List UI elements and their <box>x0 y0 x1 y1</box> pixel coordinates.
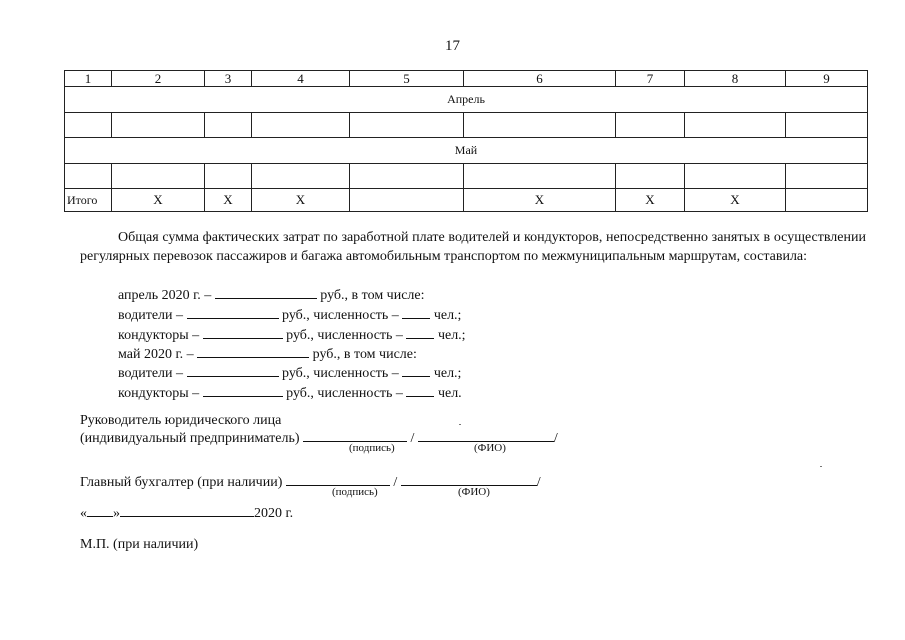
column-header: 2 <box>112 71 205 87</box>
may-conductors-line <box>118 383 462 402</box>
persons-label: чел.; <box>433 366 462 381</box>
table-cell: X <box>112 189 205 212</box>
may-label: май 2020 г. – <box>118 347 194 362</box>
rub-count-label: руб., численность – <box>286 328 403 343</box>
accountant-signature-blank[interactable] <box>286 472 390 486</box>
table-row <box>65 113 868 138</box>
column-header: 6 <box>464 71 616 87</box>
table-cell <box>252 164 350 189</box>
table-cell <box>464 113 616 138</box>
may-drivers-line <box>118 363 461 382</box>
scan-speck <box>459 424 461 425</box>
rub-count-label: руб., численность – <box>282 308 399 323</box>
table-cell <box>205 113 252 138</box>
total-label: Итого <box>65 189 112 212</box>
may-suffix: руб., в том числе: <box>312 347 417 362</box>
accountant-name-blank[interactable] <box>401 472 537 486</box>
slash: / <box>410 431 415 446</box>
drivers-label: водители – <box>118 366 184 381</box>
stamp-label: М.П. (при наличии) <box>80 537 199 552</box>
rub-count-label: руб., численность – <box>286 386 403 401</box>
form-table <box>64 70 868 212</box>
drivers-count-blank[interactable] <box>402 363 430 377</box>
table-cell: X <box>252 189 350 212</box>
conductors-count-blank[interactable] <box>406 325 434 339</box>
april-amount-blank[interactable] <box>215 285 317 299</box>
table-cell <box>350 164 464 189</box>
head-signature-blank[interactable] <box>303 428 407 442</box>
may-total-line <box>118 344 417 363</box>
table-cell: X <box>685 189 786 212</box>
april-drivers-line <box>118 305 461 324</box>
month-label-april: Апрель <box>65 87 868 113</box>
table-cell <box>786 189 868 212</box>
may-amount-blank[interactable] <box>197 344 309 358</box>
head-title: Руководитель юридического лица <box>80 413 282 428</box>
column-header: 5 <box>350 71 464 87</box>
table-cell <box>112 164 205 189</box>
drivers-amount-blank[interactable] <box>187 305 279 319</box>
table-cell <box>205 164 252 189</box>
signature-caption: (подпись) <box>349 442 395 454</box>
column-header: 8 <box>685 71 786 87</box>
cost-paragraph: Общая сумма фактических затрат по заработной плате водителей и кондукторов, непосредственно занятых в осуществлении регулярных перевозок пассажиров и багажа автомобильным транспортом по межмуниципальным маршрутам, составила: <box>80 230 866 264</box>
april-label: апрель 2020 г. – <box>118 288 212 303</box>
drivers-amount-blank[interactable] <box>187 363 279 377</box>
conductors-amount-blank[interactable] <box>203 325 283 339</box>
table-header-row <box>65 71 868 87</box>
persons-label: чел.; <box>433 308 462 323</box>
persons-label: чел.; <box>437 328 466 343</box>
year-label: 2020 г. <box>254 506 294 521</box>
table-row-may <box>65 138 868 164</box>
page-number: 17 <box>445 38 460 54</box>
column-header: 7 <box>616 71 685 87</box>
table-cell <box>786 164 868 189</box>
table-row-april <box>65 87 868 113</box>
table-cell <box>65 164 112 189</box>
date-line <box>80 503 293 522</box>
drivers-count-blank[interactable] <box>402 305 430 319</box>
table-cell <box>616 113 685 138</box>
april-suffix: руб., в том числе: <box>320 288 425 303</box>
table-cell: X <box>616 189 685 212</box>
column-header: 1 <box>65 71 112 87</box>
month-blank[interactable] <box>120 503 254 517</box>
conductors-count-blank[interactable] <box>406 383 434 397</box>
slash: / <box>393 475 398 490</box>
conductors-amount-blank[interactable] <box>203 383 283 397</box>
table-row <box>65 164 868 189</box>
april-conductors-line <box>118 325 466 344</box>
column-header: 4 <box>252 71 350 87</box>
persons-label: чел. <box>437 386 462 401</box>
quote-close: » <box>113 506 120 521</box>
rub-count-label: руб., численность – <box>282 366 399 381</box>
slash: / <box>553 431 558 446</box>
conductors-label: кондукторы – <box>118 386 200 401</box>
month-label-may: Май <box>65 138 868 164</box>
name-caption: (ФИО) <box>458 486 490 498</box>
table-cell <box>252 113 350 138</box>
table-cell <box>65 113 112 138</box>
drivers-label: водители – <box>118 308 184 323</box>
column-header: 3 <box>205 71 252 87</box>
table-cell: X <box>464 189 616 212</box>
april-total-line <box>118 285 425 304</box>
head-name-blank[interactable] <box>418 428 554 442</box>
head-subtitle: (индивидуальный предприниматель) <box>80 431 300 446</box>
conductors-label: кондукторы – <box>118 328 200 343</box>
name-caption: (ФИО) <box>474 442 506 454</box>
quote-open: « <box>80 506 87 521</box>
day-blank[interactable] <box>87 503 113 517</box>
table-cell <box>786 113 868 138</box>
scan-speck <box>820 466 822 467</box>
table-cell <box>685 113 786 138</box>
accountant-label: Главный бухгалтер (при наличии) <box>80 475 283 490</box>
table-cell <box>685 164 786 189</box>
table-cell <box>464 164 616 189</box>
table-row-total <box>65 189 868 212</box>
table-cell: X <box>205 189 252 212</box>
table-cell <box>350 189 464 212</box>
table-cell <box>350 113 464 138</box>
table-cell <box>112 113 205 138</box>
signature-caption: (подпись) <box>332 486 378 498</box>
column-header: 9 <box>786 71 868 87</box>
table-cell <box>616 164 685 189</box>
slash: / <box>536 475 541 490</box>
